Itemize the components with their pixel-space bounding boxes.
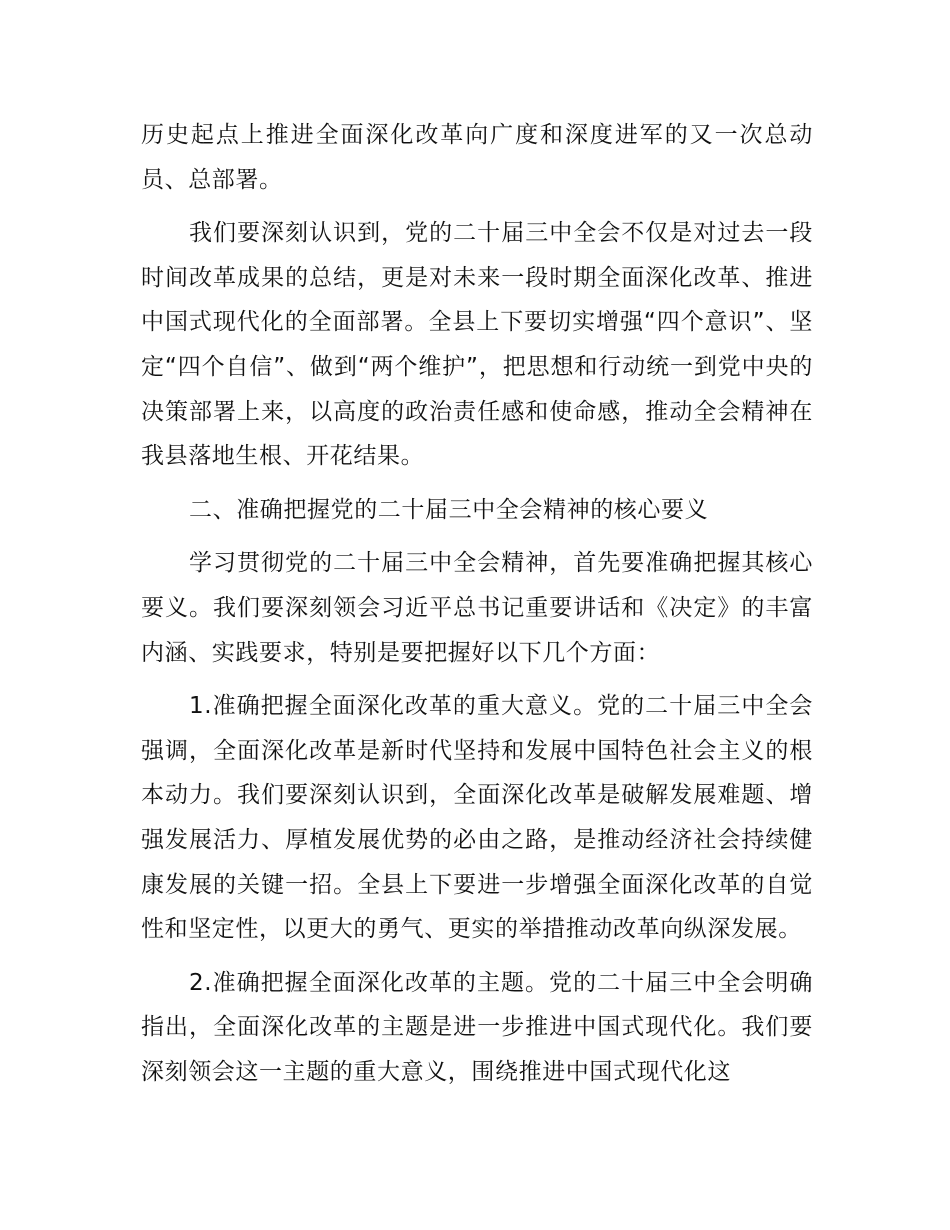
paragraph-continuation: 历史起点上推进全面深化改革向广度和深度进军的又一次总动员、总部署。 bbox=[141, 122, 813, 193]
paragraph-point-2: 2.准确把握全面深化改革的主题。党的二十届三中全会明确指出，全面深化改革的主题是进一步推进中国式现代化。我们要深刻领会这一主题的重大意义，围绕推进中国式现代化这 bbox=[141, 969, 813, 1085]
section-heading: 二、准确把握党的二十届三中全会精神的核心要义 bbox=[189, 496, 709, 523]
paragraph-core-meaning: 学习贯彻党的二十届三中全会精神，首先要准确把握其核心要义。我们要深刻领会习近平总书记重要讲话和《决定》的丰富内涵、实践要求，特别是要把握好以下几个方面： bbox=[141, 550, 813, 666]
document-body bbox=[141, 113, 813, 1103]
paragraph-awareness: 我们要深刻认识到，党的二十届三中全会不仅是对过去一段时间改革成果的总结，更是对未来一段时期全面深化改革、推进中国式现代化的全面部署。全县上下要切实增强“四个意识”、坚定“四个自信”、做到“两个维护”，把思想和行动统一到党中央的决策部署上来，以高度的政治责任感和使命感，推动全会精神在我县落地生根、开花结果。 bbox=[141, 220, 813, 470]
paragraph-point-1: 1.准确把握全面深化改革的重大意义。党的二十届三中全会强调，全面深化改革是新时代坚持和发展中国特色社会主义的根本动力。我们要深刻认识到，全面深化改革是破解发展难题、增强发展活力、厚植发展优势的必由之路，是推动经济社会持续健康发展的关键一招。全县上下要进一步增强全面深化改革的自觉性和坚定性，以更大的勇气、更实的举措推动改革向纵深发展。 bbox=[141, 693, 813, 943]
